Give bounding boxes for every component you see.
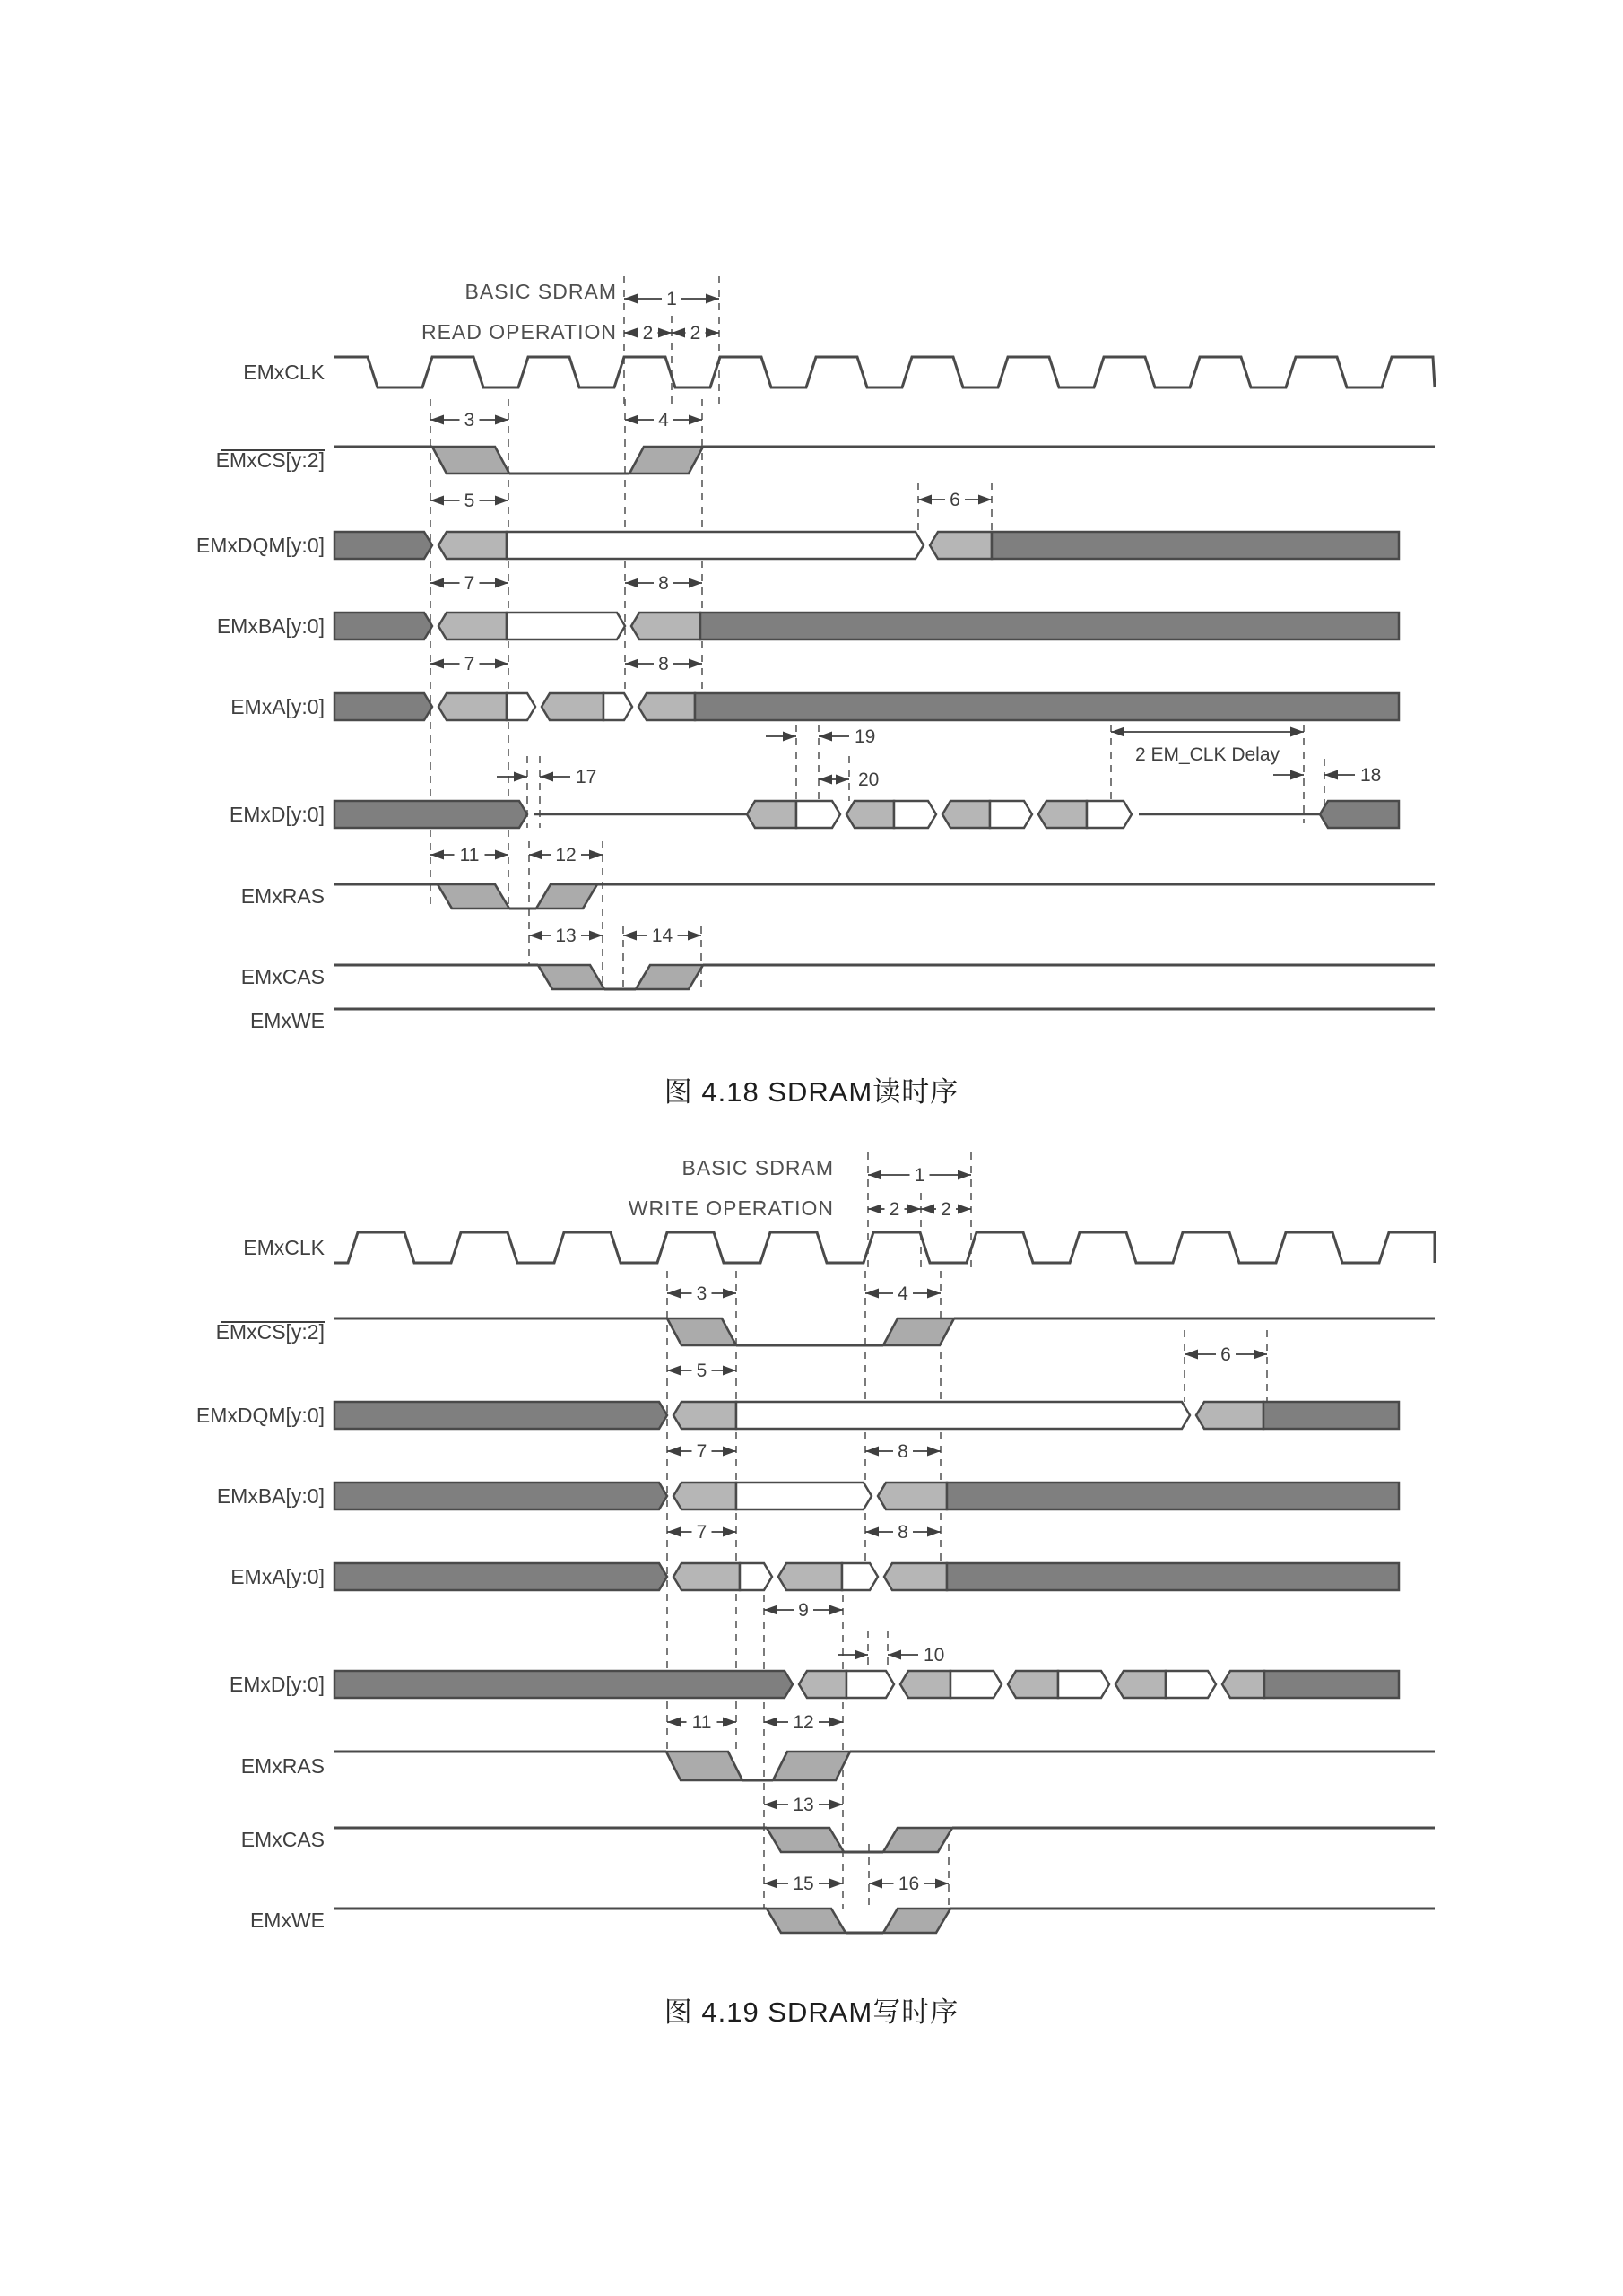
arrowhead-icon bbox=[921, 1205, 934, 1214]
bus-waveform-EMxBA bbox=[334, 613, 1399, 639]
timing-annotation-4 bbox=[865, 1283, 941, 1304]
timing-annotation-17 bbox=[497, 767, 596, 787]
bus-segment-wh bbox=[1058, 1671, 1109, 1698]
figure-title-line: BASIC SDRAM bbox=[681, 1156, 834, 1179]
figure-title-line: WRITE OPERATION bbox=[628, 1196, 834, 1220]
text-label: 4 bbox=[898, 1283, 908, 1304]
figure-caption-read: 图 4.18 SDRAM读时序 bbox=[664, 1076, 959, 1108]
text-label: 3 bbox=[464, 410, 475, 430]
bus-segment-lt bbox=[778, 1563, 842, 1590]
arrowhead-icon bbox=[819, 775, 832, 785]
arrowhead-icon bbox=[430, 850, 444, 860]
text-label: 11 bbox=[691, 1712, 712, 1733]
rise-transition bbox=[629, 447, 703, 474]
bus-segment-wh bbox=[990, 801, 1032, 828]
arrowhead-icon bbox=[589, 931, 603, 941]
arrowhead-icon bbox=[667, 1527, 681, 1537]
arrowhead-icon bbox=[836, 775, 849, 785]
arrowhead-icon bbox=[927, 1527, 941, 1537]
arrowhead-icon bbox=[865, 1527, 879, 1537]
timing-annotation-1 bbox=[624, 289, 719, 309]
arrowhead-icon bbox=[625, 659, 638, 669]
arrowhead-icon bbox=[868, 1170, 881, 1180]
signal-label-EMxWE: EMxWE bbox=[249, 1909, 325, 1932]
text-label: 20 bbox=[858, 770, 880, 790]
arrowhead-icon bbox=[907, 1205, 921, 1214]
signal-label-EMxCSy2: EMxCS[y:2] bbox=[215, 1320, 325, 1344]
arrowhead-icon bbox=[927, 1447, 941, 1457]
arrowhead-icon bbox=[495, 850, 508, 860]
arrowhead-icon bbox=[658, 328, 672, 338]
bus-waveform-EMxA bbox=[334, 693, 1399, 720]
bus-segment-wh bbox=[507, 613, 625, 639]
bus-segment-wh bbox=[894, 801, 936, 828]
arrowhead-icon bbox=[688, 931, 701, 941]
timing-annotation-1 bbox=[868, 1165, 971, 1186]
arrowhead-icon bbox=[865, 1289, 879, 1299]
timing-annotation-12 bbox=[529, 845, 603, 865]
text-label: 8 bbox=[658, 654, 669, 674]
timing-annotation-3 bbox=[667, 1283, 736, 1304]
text-label: 17 bbox=[576, 767, 597, 787]
bus-segment-lt bbox=[673, 1483, 736, 1509]
bus-waveform-EMxDQM bbox=[334, 532, 1399, 559]
arrowhead-icon bbox=[1111, 727, 1124, 737]
arrowhead-icon bbox=[495, 659, 508, 669]
arrowhead-icon bbox=[495, 496, 508, 506]
signal-label-EMxDQMy0: EMxDQM[y:0] bbox=[195, 1404, 325, 1427]
arrowhead-icon bbox=[829, 1718, 843, 1727]
bus-segment-lt bbox=[1038, 801, 1087, 828]
timing-annotation-6 bbox=[918, 490, 992, 510]
text-label: 3 bbox=[696, 1283, 707, 1304]
timing-annotation-2 bbox=[624, 323, 672, 344]
bus-segment-dk bbox=[334, 1671, 793, 1698]
bus-segment-wh bbox=[736, 1402, 1190, 1429]
text-label: 1 bbox=[666, 289, 677, 309]
control-waveform-EMxRAS bbox=[334, 1752, 1435, 1780]
bus-segment-lt bbox=[638, 693, 695, 720]
signal-label-EMxBAy0: EMxBA[y:0] bbox=[216, 1484, 325, 1508]
timing-annotation-8 bbox=[625, 654, 702, 674]
signal-label-EMxCAS: EMxCAS bbox=[240, 965, 325, 988]
text-label: 9 bbox=[798, 1600, 809, 1621]
arrowhead-icon bbox=[1290, 727, 1304, 737]
bus-segment-dk bbox=[992, 532, 1399, 559]
text-label: 5 bbox=[464, 491, 475, 511]
bus-segment-lt bbox=[878, 1483, 947, 1509]
bus-segment-dk bbox=[334, 1483, 667, 1509]
signal-label-EMxCLK: EMxCLK bbox=[243, 361, 325, 384]
bus-segment-dk bbox=[334, 801, 527, 828]
arrowhead-icon bbox=[624, 294, 638, 304]
signal-label-EMxDQMy0: EMxDQM[y:0] bbox=[195, 534, 325, 557]
timing-annotation-14 bbox=[623, 926, 701, 946]
signal-label-EMxCAS: EMxCAS bbox=[240, 1828, 325, 1851]
bus-segment-lt bbox=[673, 1402, 736, 1429]
bus-segment-lt bbox=[1008, 1671, 1058, 1698]
arrowhead-icon bbox=[625, 578, 638, 588]
fall-transition bbox=[438, 884, 509, 909]
text-label: 7 bbox=[696, 1441, 707, 1462]
bus-segment-dk bbox=[947, 1483, 1399, 1509]
arrowhead-icon bbox=[589, 850, 603, 860]
rise-transition bbox=[883, 1828, 952, 1852]
signal-label-EMxRAS: EMxRAS bbox=[240, 884, 325, 908]
timing-annotation-2 bbox=[672, 323, 719, 344]
arrowhead-icon bbox=[540, 772, 553, 782]
timing-annotation-2-EM_CLK-Delay bbox=[1111, 727, 1304, 766]
arrowhead-icon bbox=[869, 1879, 882, 1889]
bus-segment-wh bbox=[740, 1563, 772, 1590]
arrowhead-icon bbox=[819, 732, 832, 742]
timing-annotation-7 bbox=[667, 1441, 736, 1462]
bus-segment-lt bbox=[799, 1671, 846, 1698]
arrowhead-icon bbox=[764, 1879, 777, 1889]
bus-segment-lt bbox=[631, 613, 700, 639]
arrowhead-icon bbox=[888, 1650, 901, 1660]
text-label: 12 bbox=[793, 1712, 814, 1733]
timing-annotation-18 bbox=[1273, 765, 1381, 786]
bus-segment-dk bbox=[695, 693, 1399, 720]
text-label: 2 bbox=[642, 323, 654, 344]
bus-waveform-EMxD bbox=[334, 1671, 1399, 1698]
timing-annotation-10 bbox=[838, 1645, 944, 1665]
arrowhead-icon bbox=[1290, 770, 1304, 780]
arrowhead-icon bbox=[927, 1289, 941, 1299]
fall-transition bbox=[767, 1828, 844, 1852]
bus-segment-lt bbox=[930, 532, 992, 559]
timing-annotation-7 bbox=[667, 1522, 736, 1543]
text-label: 7 bbox=[464, 573, 475, 594]
bus-waveform-EMxDQM bbox=[334, 1402, 1399, 1429]
text-label: 12 bbox=[555, 845, 577, 865]
timing-annotation-12 bbox=[764, 1712, 843, 1733]
bus-segment-lt bbox=[846, 801, 894, 828]
text-label: 6 bbox=[950, 490, 960, 510]
arrowhead-icon bbox=[764, 1800, 777, 1810]
arrowhead-icon bbox=[495, 578, 508, 588]
arrowhead-icon bbox=[855, 1650, 868, 1660]
timing-annotation-2 bbox=[921, 1199, 971, 1220]
arrowhead-icon bbox=[430, 659, 444, 669]
bus-segment-lt bbox=[1115, 1671, 1166, 1698]
timing-annotation-11 bbox=[430, 845, 508, 865]
bus-segment-dk bbox=[1263, 1402, 1399, 1429]
fall-transition bbox=[667, 1318, 736, 1345]
control-waveform-EMxRAS bbox=[334, 884, 1435, 909]
text-label: 8 bbox=[898, 1522, 908, 1543]
bus-segment-dk bbox=[334, 532, 432, 559]
control-waveform-EMxWE bbox=[334, 1909, 1435, 1933]
figure-title-line: BASIC SDRAM bbox=[464, 280, 617, 303]
sdram-write-timing-diagram bbox=[196, 1152, 1435, 1933]
arrowhead-icon bbox=[865, 1447, 879, 1457]
text-label: 18 bbox=[1360, 765, 1382, 786]
arrowhead-icon bbox=[829, 1879, 843, 1889]
text-label: 2 EM_CLK Delay bbox=[1134, 744, 1280, 765]
rise-transition bbox=[636, 965, 703, 989]
arrowhead-icon bbox=[764, 1605, 777, 1615]
bus-segment-lt bbox=[884, 1563, 947, 1590]
text-label: 13 bbox=[555, 926, 577, 946]
arrowhead-icon bbox=[829, 1800, 843, 1810]
timing-annotation-8 bbox=[865, 1441, 941, 1462]
arrowhead-icon bbox=[529, 931, 542, 941]
bus-segment-wh bbox=[603, 693, 632, 720]
arrowhead-icon bbox=[958, 1170, 971, 1180]
text-label: 2 bbox=[889, 1199, 900, 1220]
arrowhead-icon bbox=[723, 1447, 736, 1457]
figure-caption-write: 图 4.19 SDRAM写时序 bbox=[664, 1996, 959, 2028]
bus-segment-dk bbox=[700, 613, 1399, 639]
arrowhead-icon bbox=[667, 1366, 681, 1376]
signal-label-EMxAy0: EMxA[y:0] bbox=[230, 1565, 325, 1588]
fall-transition bbox=[767, 1909, 846, 1933]
timing-annotation-7 bbox=[430, 573, 508, 594]
arrowhead-icon bbox=[689, 578, 702, 588]
timing-annotation-4 bbox=[625, 410, 702, 430]
clock-waveform-EMxCLK bbox=[334, 1232, 1435, 1263]
arrowhead-icon bbox=[623, 931, 637, 941]
bus-segment-lt bbox=[1196, 1402, 1263, 1429]
arrowhead-icon bbox=[706, 328, 719, 338]
rise-transition bbox=[773, 1752, 850, 1780]
arrowhead-icon bbox=[978, 495, 992, 505]
signal-label-EMxCSy2: EMxCS[y:2] bbox=[215, 448, 325, 472]
signal-label-EMxCLK: EMxCLK bbox=[243, 1236, 325, 1259]
timing-annotation-5 bbox=[430, 491, 508, 511]
timing-annotation-13 bbox=[764, 1795, 843, 1815]
timing-annotation-19 bbox=[766, 726, 875, 747]
text-label: 5 bbox=[696, 1361, 707, 1381]
control-waveform-EMxCS bbox=[334, 447, 1435, 474]
timing-annotation-9 bbox=[764, 1600, 843, 1621]
timing-annotation-3 bbox=[430, 410, 508, 430]
control-waveform-EMxCS bbox=[334, 1318, 1435, 1345]
arrowhead-icon bbox=[958, 1205, 971, 1214]
arrowhead-icon bbox=[689, 415, 702, 425]
timing-annotation-7 bbox=[430, 654, 508, 674]
bus-segment-wh bbox=[796, 801, 840, 828]
bus-waveform-EMxA bbox=[334, 1563, 1399, 1590]
bus-segment-dk bbox=[947, 1563, 1399, 1590]
bus-segment-lt bbox=[438, 613, 507, 639]
bus-segment-wh bbox=[507, 693, 535, 720]
arrowhead-icon bbox=[935, 1879, 949, 1889]
bus-segment-dk bbox=[334, 1563, 667, 1590]
arrowhead-icon bbox=[672, 328, 685, 338]
arrowhead-icon bbox=[430, 496, 444, 506]
signal-label-EMxAy0: EMxA[y:0] bbox=[230, 695, 325, 718]
arrowhead-icon bbox=[514, 772, 527, 782]
bus-segment-lt bbox=[1222, 1671, 1264, 1698]
arrowhead-icon bbox=[624, 328, 638, 338]
bus-segment-lt bbox=[438, 532, 507, 559]
bus-segment-wh bbox=[846, 1671, 894, 1698]
bus-segment-wh bbox=[736, 1483, 872, 1509]
arrowhead-icon bbox=[723, 1718, 736, 1727]
text-label: 2 bbox=[941, 1199, 951, 1220]
bus-segment-lt bbox=[942, 801, 990, 828]
arrowhead-icon bbox=[783, 732, 796, 742]
text-label: 13 bbox=[793, 1795, 814, 1815]
timing-annotation-6 bbox=[1185, 1344, 1267, 1365]
text-label: 8 bbox=[658, 573, 669, 594]
signal-label-EMxDy0: EMxD[y:0] bbox=[229, 1673, 325, 1696]
arrowhead-icon bbox=[1254, 1350, 1267, 1360]
figure-title-line: READ OPERATION bbox=[421, 320, 617, 344]
bus-segment-wh bbox=[1087, 801, 1132, 828]
bus-segment-dk bbox=[334, 613, 432, 639]
bus-segment-wh bbox=[507, 532, 924, 559]
clock-waveform-EMxCLK bbox=[334, 357, 1435, 387]
text-label: 15 bbox=[793, 1874, 814, 1894]
bus-segment-dk bbox=[1264, 1671, 1399, 1698]
bus-waveform-EMxBA bbox=[334, 1483, 1399, 1509]
timing-annotation-13 bbox=[529, 926, 603, 946]
bus-segment-wh bbox=[1166, 1671, 1216, 1698]
text-label: 7 bbox=[696, 1522, 707, 1543]
bus-segment-lt bbox=[542, 693, 603, 720]
timing-annotation-8 bbox=[865, 1522, 941, 1543]
arrowhead-icon bbox=[706, 294, 719, 304]
arrowhead-icon bbox=[1185, 1350, 1198, 1360]
arrowhead-icon bbox=[529, 850, 542, 860]
timing-annotation-15 bbox=[764, 1874, 843, 1894]
arrowhead-icon bbox=[667, 1718, 681, 1727]
timing-annotation-5 bbox=[667, 1361, 736, 1381]
bus-segment-lt bbox=[673, 1563, 740, 1590]
bus-segment-wh bbox=[842, 1563, 878, 1590]
rise-transition bbox=[536, 884, 597, 909]
text-label: 1 bbox=[914, 1165, 925, 1186]
arrowhead-icon bbox=[723, 1289, 736, 1299]
arrowhead-icon bbox=[723, 1366, 736, 1376]
signal-label-EMxBAy0: EMxBA[y:0] bbox=[216, 614, 325, 638]
text-label: 4 bbox=[658, 410, 669, 430]
timing-annotation-2 bbox=[868, 1199, 921, 1220]
bus-segment-dk bbox=[1320, 801, 1399, 828]
arrowhead-icon bbox=[430, 578, 444, 588]
rise-transition bbox=[883, 1909, 950, 1933]
timing-annotation-16 bbox=[869, 1874, 949, 1894]
rise-transition bbox=[883, 1318, 954, 1345]
bus-segment-lt bbox=[900, 1671, 950, 1698]
signal-label-EMxRAS: EMxRAS bbox=[240, 1754, 325, 1778]
control-waveform-EMxCAS bbox=[334, 965, 1435, 989]
arrowhead-icon bbox=[868, 1205, 881, 1214]
arrowhead-icon bbox=[764, 1718, 777, 1727]
arrowhead-icon bbox=[918, 495, 932, 505]
text-label: 10 bbox=[924, 1645, 945, 1665]
fall-transition bbox=[432, 447, 509, 474]
bus-segment-dk bbox=[334, 1402, 667, 1429]
fall-transition bbox=[538, 965, 604, 989]
text-label: 19 bbox=[855, 726, 876, 747]
bus-segment-lt bbox=[747, 801, 796, 828]
arrowhead-icon bbox=[667, 1289, 681, 1299]
text-label: 11 bbox=[459, 845, 480, 865]
arrowhead-icon bbox=[667, 1447, 681, 1457]
bus-segment-wh bbox=[950, 1671, 1002, 1698]
timing-annotation-8 bbox=[625, 573, 702, 594]
text-label: 2 bbox=[690, 323, 701, 344]
arrowhead-icon bbox=[430, 415, 444, 425]
bus-segment-dk bbox=[334, 693, 432, 720]
signal-label-EMxWE: EMxWE bbox=[249, 1009, 325, 1032]
bus-segment-lt bbox=[438, 693, 507, 720]
arrowhead-icon bbox=[723, 1527, 736, 1537]
arrowhead-icon bbox=[829, 1605, 843, 1615]
text-label: 7 bbox=[464, 654, 475, 674]
text-label: 6 bbox=[1220, 1344, 1231, 1365]
timing-annotation-11 bbox=[667, 1712, 736, 1733]
arrowhead-icon bbox=[625, 415, 638, 425]
text-label: 16 bbox=[898, 1874, 920, 1894]
arrowhead-icon bbox=[1324, 770, 1338, 780]
arrowhead-icon bbox=[689, 659, 702, 669]
text-label: 8 bbox=[898, 1441, 908, 1462]
arrowhead-icon bbox=[495, 415, 508, 425]
signal-label-EMxDy0: EMxD[y:0] bbox=[229, 803, 325, 826]
text-label: 14 bbox=[651, 926, 673, 946]
sdram-read-timing-diagram bbox=[196, 276, 1435, 1032]
control-waveform-EMxCAS bbox=[334, 1828, 1435, 1852]
fall-transition bbox=[666, 1752, 742, 1780]
